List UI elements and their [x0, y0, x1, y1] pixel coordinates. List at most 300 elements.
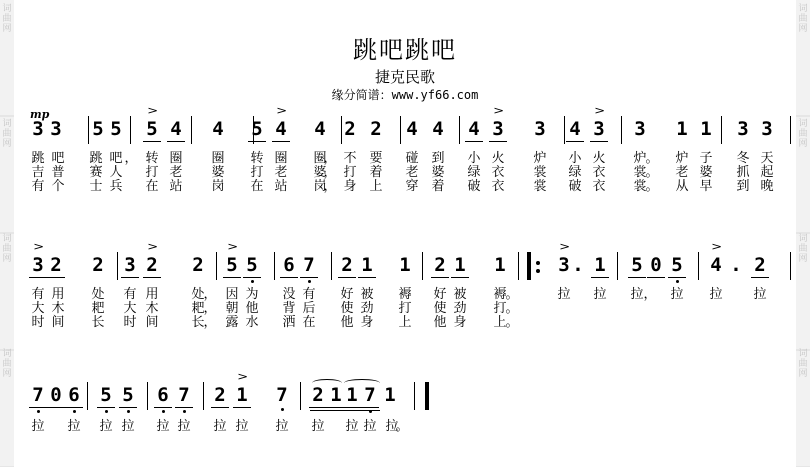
- lyric-char: 到: [431, 151, 445, 166]
- eighth-underline: [591, 277, 609, 278]
- eighth-underline: [489, 141, 507, 142]
- lyric-char: 在: [145, 179, 159, 194]
- lyric-char: 跳: [89, 151, 103, 166]
- note: 1: [361, 254, 373, 276]
- eighth-underline: [358, 277, 376, 278]
- lyric-char: 因: [225, 287, 239, 302]
- lyric-char: 背: [282, 301, 296, 316]
- note: 4: [314, 118, 326, 140]
- accent-mark: >: [147, 240, 159, 253]
- lyric-char: 子: [699, 151, 713, 166]
- note: 4: [569, 118, 581, 140]
- repeat-dot: [536, 261, 540, 265]
- watermark-right: 词 曲 网: [798, 119, 808, 149]
- eighth-underline: [309, 407, 327, 408]
- note: 4: [275, 118, 287, 140]
- eighth-underline: [29, 277, 47, 278]
- lyric-char: 身: [453, 315, 467, 330]
- lyric-char: 裳: [533, 179, 547, 194]
- lyric-char: 拉: [311, 419, 325, 434]
- dotted-rhythm: .: [572, 254, 584, 276]
- note: 7: [32, 384, 44, 406]
- eighth-underline: [119, 407, 137, 408]
- barline: [414, 382, 415, 410]
- lyric-char: 。: [505, 315, 519, 330]
- lyric-char: 好: [340, 287, 354, 302]
- lyric-char: 起: [760, 165, 774, 180]
- lyric-char: 衣: [491, 179, 505, 194]
- lyric-char: 拉: [753, 287, 767, 302]
- barline: [790, 252, 791, 280]
- note: 3: [50, 118, 62, 140]
- lyric-char: ，: [643, 287, 657, 302]
- lyric-char: 拉: [630, 287, 644, 302]
- lyric-char: 有: [123, 287, 137, 302]
- lyric-char: 火: [491, 151, 505, 166]
- lyric-char: 小: [467, 151, 481, 166]
- lyric-char: 着: [431, 179, 445, 194]
- lyric-char: 耙: [91, 301, 105, 316]
- lyric-char: ，: [124, 151, 138, 166]
- note: 4: [406, 118, 418, 140]
- lyric-char: 劲: [360, 301, 374, 316]
- lyric-char: 到: [736, 179, 750, 194]
- note: 2: [341, 254, 353, 276]
- lyric-char: 拉: [156, 419, 170, 434]
- lyric-char: 拉: [709, 287, 723, 302]
- note: 3: [32, 254, 44, 276]
- note: 6: [283, 254, 295, 276]
- lyric-char: 绿: [568, 165, 582, 180]
- note: 2: [754, 254, 766, 276]
- lyric-char: 圈: [169, 151, 183, 166]
- eighth-underline: [566, 141, 584, 142]
- thick-barline: [527, 252, 531, 280]
- lyric-char: 。: [645, 151, 659, 166]
- note: 2: [92, 254, 104, 276]
- lyric-char: 朝: [225, 301, 239, 316]
- lyric-char: 后: [302, 301, 316, 316]
- lyric-char: 不: [343, 151, 357, 166]
- note: 2: [146, 254, 158, 276]
- note: 5: [251, 118, 263, 140]
- low-octave-dot: [251, 280, 254, 283]
- note: 5: [100, 384, 112, 406]
- accent-mark: >: [147, 104, 159, 117]
- barline: [698, 252, 699, 280]
- lyric-char: 衣: [592, 165, 606, 180]
- lyric-char: 他: [245, 301, 259, 316]
- lyric-char: 间: [51, 315, 65, 330]
- note: 5: [226, 254, 238, 276]
- lyric-char: 。: [645, 165, 659, 180]
- lyric-char: 木: [51, 301, 65, 316]
- lyric-char: 吧: [109, 151, 123, 166]
- note: 7: [276, 384, 288, 406]
- lyric-char: 个: [51, 179, 65, 194]
- eighth-underline: [211, 407, 229, 408]
- lyric-char: 吧: [51, 151, 65, 166]
- lyric-char: ，: [323, 179, 337, 194]
- lyric-char: 上: [398, 315, 412, 330]
- note: 6: [157, 384, 169, 406]
- lyric-char: 。: [505, 301, 519, 316]
- lyric-char: 转: [250, 151, 264, 166]
- note: 4: [710, 254, 722, 276]
- lyric-char: 老: [274, 165, 288, 180]
- watermark-left: 词 曲 网: [2, 349, 12, 379]
- lyric-char: 使: [340, 301, 354, 316]
- lyric-char: 晚: [760, 179, 774, 194]
- lyric-char: 老: [405, 165, 419, 180]
- eighth-underline: [628, 277, 646, 278]
- note: 2: [50, 254, 62, 276]
- lyric-char: 身: [343, 179, 357, 194]
- accent-mark: >: [559, 240, 571, 253]
- lyric-char: 裳: [633, 165, 647, 180]
- note: 3: [634, 118, 646, 140]
- lyric-char: 拉: [557, 287, 571, 302]
- lyric-char: 拉: [385, 419, 399, 434]
- lyric-char: 裳: [533, 165, 547, 180]
- eighth-underline: [361, 407, 379, 408]
- note: 2: [214, 384, 226, 406]
- accent-mark: >: [493, 104, 505, 117]
- note: 0: [50, 384, 62, 406]
- barline: [617, 252, 618, 280]
- lyric-char: 露: [225, 315, 239, 330]
- note: 1: [594, 254, 606, 276]
- eighth-underline: [751, 277, 769, 278]
- low-octave-dot: [676, 280, 679, 283]
- eighth-underline: [154, 407, 172, 408]
- lyric-char: 天: [760, 151, 774, 166]
- barline: [790, 116, 791, 144]
- note: 1: [330, 384, 342, 406]
- lyric-char: 有: [31, 179, 45, 194]
- lyric-char: 有: [302, 287, 316, 302]
- note: 3: [32, 118, 44, 140]
- lyric-char: 火: [592, 151, 606, 166]
- lyric-char: 耙: [191, 301, 205, 316]
- eighth-underline: [121, 277, 139, 278]
- note: 5: [246, 254, 258, 276]
- lyric-char: 长: [91, 315, 105, 330]
- lyric-char: 拉: [121, 419, 135, 434]
- lyric-char: 使: [433, 301, 447, 316]
- lyric-char: ，: [203, 287, 217, 302]
- eighth-underline: [243, 277, 261, 278]
- lyric-char: 岗: [313, 179, 327, 194]
- sixteenth-underline: [310, 410, 380, 411]
- song-title: 跳吧跳吧: [353, 36, 457, 64]
- accent-mark: >: [711, 240, 723, 253]
- dotted-rhythm: .: [730, 254, 742, 276]
- watermark-right: 词 曲 网: [798, 4, 808, 34]
- lyric-char: 裳: [633, 179, 647, 194]
- lyric-char: 婆: [431, 165, 445, 180]
- lyric-char: 衣: [491, 165, 505, 180]
- thick-barline: [425, 382, 429, 410]
- eighth-underline: [248, 141, 266, 142]
- watermark-left: 词 曲 网: [2, 119, 12, 149]
- lyric-char: 他: [433, 315, 447, 330]
- lyric-char: 老: [169, 165, 183, 180]
- lyric-char: 拉: [177, 419, 191, 434]
- lyric-char: 洒: [282, 315, 296, 330]
- lyric-char: 圈: [313, 151, 327, 166]
- eighth-underline: [233, 407, 251, 408]
- lyric-char: 炉: [533, 151, 547, 166]
- lyric-char: 兵: [109, 179, 123, 194]
- lyric-char: 打: [343, 165, 357, 180]
- lyric-char: 站: [274, 179, 288, 194]
- low-octave-dot: [127, 410, 130, 413]
- lyric-char: 间: [145, 315, 159, 330]
- lyric-char: 士: [89, 179, 103, 194]
- song-subtitle: 捷克民歌: [374, 68, 435, 86]
- source-credit: [0, 86, 810, 103]
- eighth-underline: [175, 407, 193, 408]
- low-octave-dot: [73, 410, 76, 413]
- lyric-char: 婆: [699, 165, 713, 180]
- lyric-char: 转: [145, 151, 159, 166]
- note: 5: [146, 118, 158, 140]
- low-octave-dot: [37, 410, 40, 413]
- barline: [216, 252, 217, 280]
- lyric-char: 打: [145, 165, 159, 180]
- lyric-char: 小: [568, 151, 582, 166]
- note: 7: [303, 254, 315, 276]
- lyric-char: 站: [169, 179, 183, 194]
- eighth-underline: [47, 277, 65, 278]
- lyric-char: 穿: [405, 179, 419, 194]
- note: 1: [676, 118, 688, 140]
- lyric-char: 普: [51, 165, 65, 180]
- lyric-char: 劲: [453, 301, 467, 316]
- note: 1: [399, 254, 411, 276]
- note: 0: [650, 254, 662, 276]
- note: 4: [432, 118, 444, 140]
- lyric-char: 打: [493, 301, 507, 316]
- lyric-char: 长: [191, 315, 205, 330]
- note: 5: [122, 384, 134, 406]
- lyric-char: 要: [369, 151, 383, 166]
- note: 3: [124, 254, 136, 276]
- lyric-char: 身: [360, 315, 374, 330]
- eighth-underline: [668, 277, 686, 278]
- note: 5: [631, 254, 643, 276]
- lyric-char: 有: [31, 287, 45, 302]
- lyric-char: 拉: [345, 419, 359, 434]
- lyric-char: 冬: [736, 151, 750, 166]
- lyric-char: 用: [145, 287, 159, 302]
- lyric-char: 为: [245, 287, 259, 302]
- lyric-char: 褥: [398, 287, 412, 302]
- lyric-char: 衣: [592, 179, 606, 194]
- low-octave-dot: [308, 280, 311, 283]
- eighth-underline: [590, 141, 608, 142]
- barline: [459, 116, 460, 144]
- lyric-char: 水: [245, 315, 259, 330]
- eighth-underline: [167, 141, 185, 142]
- accent-mark: >: [276, 104, 288, 117]
- lyric-char: 赛: [89, 165, 103, 180]
- eighth-underline: [431, 277, 449, 278]
- accent-mark: >: [237, 370, 249, 383]
- note: 3: [761, 118, 773, 140]
- lyric-char: 打: [250, 165, 264, 180]
- note: 3: [593, 118, 605, 140]
- barline: [274, 252, 275, 280]
- eighth-underline: [223, 277, 241, 278]
- lyric-char: 时: [123, 315, 137, 330]
- watermark-right: 词 曲 网: [798, 349, 808, 379]
- note: 2: [312, 384, 324, 406]
- eighth-underline: [272, 141, 290, 142]
- eighth-underline: [451, 277, 469, 278]
- lyric-char: 老: [675, 165, 689, 180]
- lyric-char: 从: [675, 179, 689, 194]
- lyric-char: 。: [505, 287, 519, 302]
- lyric-char: 岗: [211, 179, 225, 194]
- lyric-char: 拉: [67, 419, 81, 434]
- dynamic-mark: mp: [30, 108, 50, 121]
- barline: [331, 252, 332, 280]
- low-octave-dot: [183, 410, 186, 413]
- low-octave-dot: [105, 410, 108, 413]
- note: 2: [344, 118, 356, 140]
- note: 1: [236, 384, 248, 406]
- eighth-underline: [343, 407, 361, 408]
- lyric-char: 褥: [493, 287, 507, 302]
- lyric-char: 破: [568, 179, 582, 194]
- eighth-underline: [143, 141, 161, 142]
- note: 4: [170, 118, 182, 140]
- watermark-left: 词 曲 网: [2, 4, 12, 34]
- note: 2: [434, 254, 446, 276]
- note: 5: [92, 118, 104, 140]
- accent-mark: >: [594, 104, 606, 117]
- source-label: 缘分简谱：: [331, 88, 392, 102]
- source-url: www.yf66.com: [391, 88, 479, 102]
- note: 3: [492, 118, 504, 140]
- lyric-char: 木: [145, 301, 159, 316]
- note: 5: [671, 254, 683, 276]
- note: 1: [700, 118, 712, 140]
- lyric-char: 上: [369, 179, 383, 194]
- repeat-dot: [536, 269, 540, 273]
- slur: [312, 379, 342, 387]
- note: 4: [468, 118, 480, 140]
- watermark-right: 词 曲 网: [798, 234, 808, 264]
- note: 6: [68, 384, 80, 406]
- note: 7: [178, 384, 190, 406]
- barline: [191, 116, 192, 144]
- lyric-char: 炉: [675, 151, 689, 166]
- note: 5: [110, 118, 122, 140]
- barline: [422, 252, 423, 280]
- eighth-underline: [65, 407, 83, 408]
- barline: [203, 382, 204, 410]
- note: 1: [384, 384, 396, 406]
- eighth-underline: [280, 277, 298, 278]
- low-octave-dot: [281, 408, 284, 411]
- note: 2: [370, 118, 382, 140]
- eighth-underline: [338, 277, 356, 278]
- barline: [87, 382, 88, 410]
- lyric-char: 上: [493, 315, 507, 330]
- lyric-char: ，: [323, 165, 337, 180]
- note: 1: [454, 254, 466, 276]
- lyric-char: 碰: [405, 151, 419, 166]
- eighth-underline: [465, 141, 483, 142]
- lyric-char: 拉: [670, 287, 684, 302]
- barline: [518, 252, 519, 280]
- lyric-char: ，: [323, 151, 337, 166]
- lyric-char: 处: [91, 287, 105, 302]
- eighth-underline: [97, 407, 115, 408]
- lyric-char: 吉: [31, 165, 45, 180]
- eighth-underline: [29, 407, 47, 408]
- lyric-char: 被: [453, 287, 467, 302]
- lyric-char: 人: [109, 165, 123, 180]
- lyric-char: ，: [203, 301, 217, 316]
- lyric-char: 在: [302, 315, 316, 330]
- eighth-underline: [300, 277, 318, 278]
- lyric-char: 他: [340, 315, 354, 330]
- lyric-char: 用: [51, 287, 65, 302]
- note: 1: [346, 384, 358, 406]
- barline: [721, 116, 722, 144]
- lyric-char: 被: [360, 287, 374, 302]
- eighth-underline: [143, 277, 161, 278]
- lyric-char: 破: [467, 179, 481, 194]
- lyric-char: 拉: [235, 419, 249, 434]
- lyric-char: 拉: [213, 419, 227, 434]
- low-octave-dot: [162, 410, 165, 413]
- lyric-char: 拉: [31, 419, 45, 434]
- watermark-left: 词 曲 网: [2, 234, 12, 264]
- lyric-char: 拉: [99, 419, 113, 434]
- barline: [130, 116, 131, 144]
- lyric-char: 打: [398, 301, 412, 316]
- accent-mark: >: [33, 240, 45, 253]
- lyric-char: 处: [191, 287, 205, 302]
- lyric-char: 婆: [211, 165, 225, 180]
- lyric-char: 早: [699, 179, 713, 194]
- note: 4: [212, 118, 224, 140]
- note: 7: [364, 384, 376, 406]
- lyric-char: 拉: [593, 287, 607, 302]
- lyric-char: 拉: [363, 419, 377, 434]
- note: 2: [192, 254, 204, 276]
- note: 3: [737, 118, 749, 140]
- eighth-underline: [47, 407, 65, 408]
- lyric-char: 大: [31, 301, 45, 316]
- note: 3: [558, 254, 570, 276]
- slur: [344, 379, 380, 387]
- note: 1: [494, 254, 506, 276]
- barline: [621, 116, 622, 144]
- lyric-char: 拉: [275, 419, 289, 434]
- accent-mark: >: [227, 240, 239, 253]
- lyric-char: 好: [433, 287, 447, 302]
- barline: [147, 382, 148, 410]
- eighth-underline: [647, 277, 665, 278]
- lyric-char: 。: [395, 419, 409, 434]
- barline: [300, 382, 301, 410]
